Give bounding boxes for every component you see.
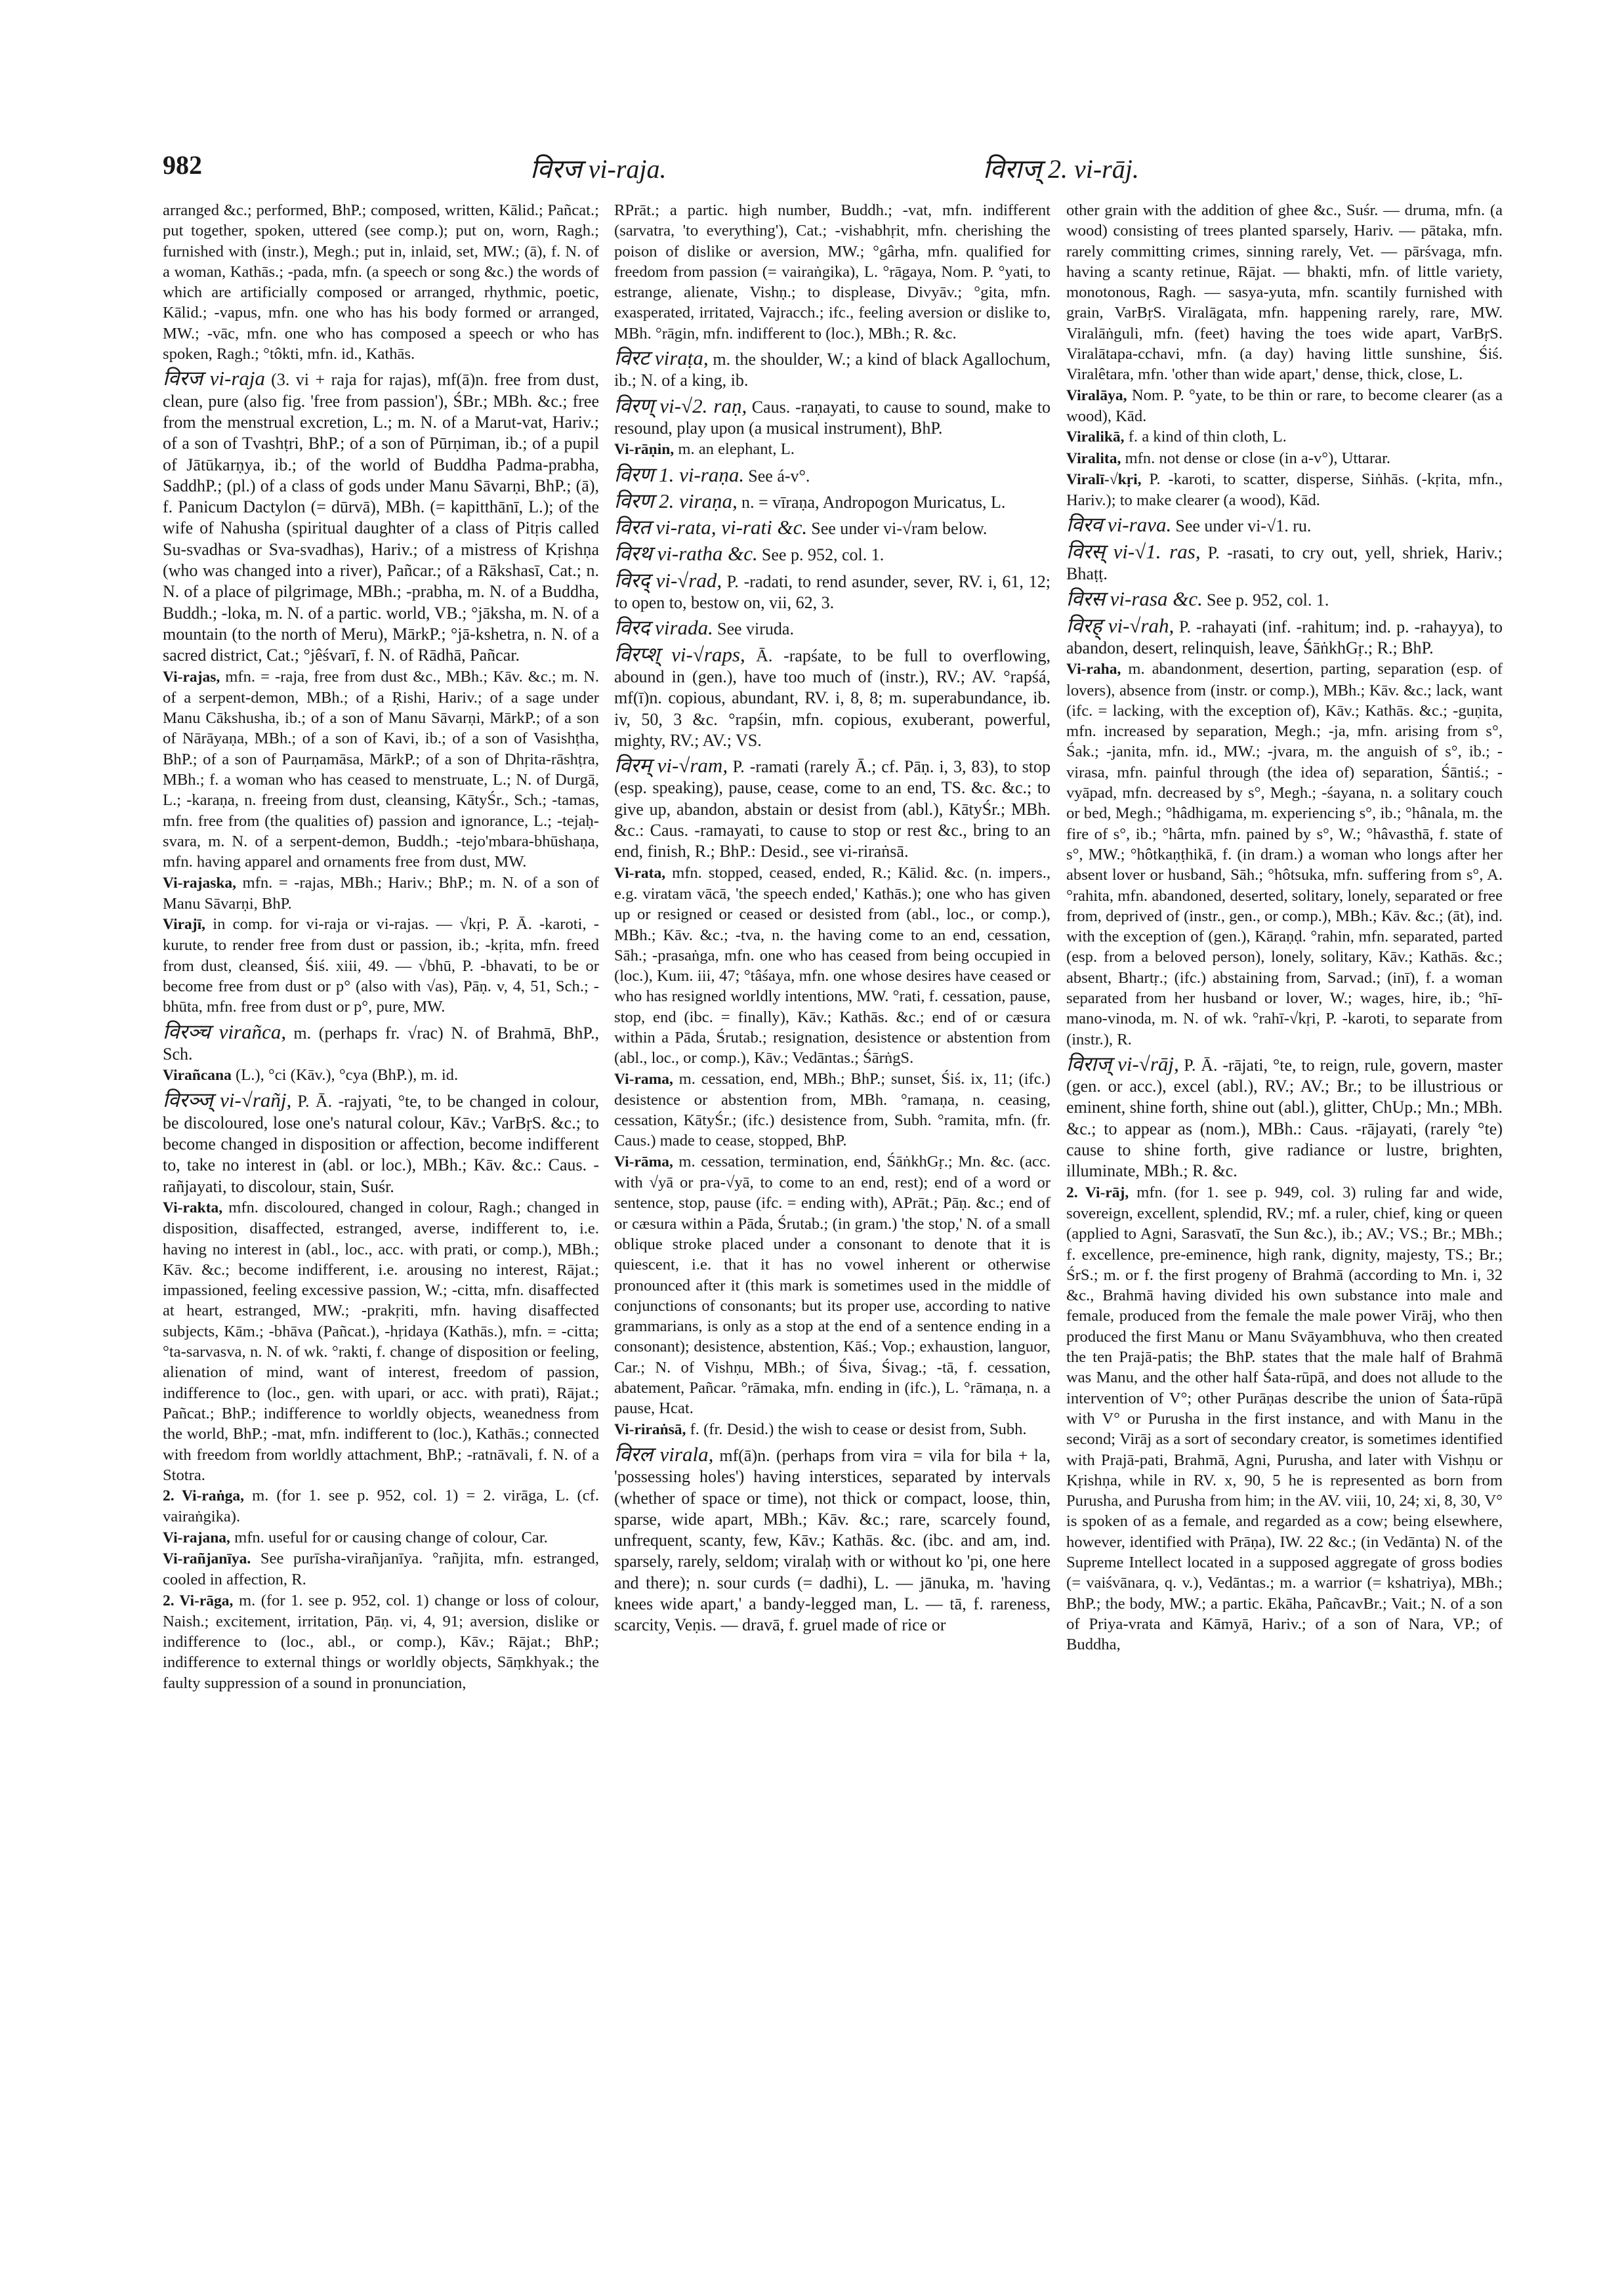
entry-definition: mfn. discoloured, changed in colour, Ragh.; changed in disposition, disaffected, estranged, averse, indifferent to, i.e. having no interest in (abl., loc., acc. with prati, or comp.), MBh.; Kāv. &c.; become indifferent, i.e. arousing no interest, Rājat.; impassioned, feeling excessive passion, W.; -citta, mfn. disaffected at heart, estranged, MW.; -prakṛiti, mfn. having disaffected subjects, Kām.; -bhāva (Pañcat.), -hṛidaya (Kathās.), mfn. = -citta; °ta-sarvasva, n. N. of wk. °rakti, f. change of disposition or feeling, alienation of mind, want of interest, freedom of passion, indifference to (loc., gen. with upari, or acc. with prati), Rājat.; Pañcat.; BhP.; indifference to worldly objects, weanedness from the world, BhP.; -mat, mfn. indifferent to (loc.), Kathās.; connected with freedom from worldly attachment, BhP.; -ratnāvali, f. N. of a Stotra.	[163, 1198, 599, 1484]
entry-headword: विरञ्च virañca,	[163, 1020, 287, 1043]
entry-headword: विरह् vi-√rah,	[1066, 613, 1175, 637]
dictionary-entry	[614, 570, 1051, 614]
entry-headword: विरद virada.	[614, 616, 713, 640]
entry-definition: mfn. (for 1. see p. 949, col. 3) ruling far and wide, sovereign, excellent, splendid, RV.; mf. a ruler, chief, king or queen (applied to Agni, Sarasvatī, the Sun &c.), ib.; AV.; VS.; Br.; MBh.; f. excellence, pre-eminence, high rank, dignity, majesty, TS.; Br.; ŚrS.; m. or f. the first progeny of Brahmā (according to Mn. i, 32 &c., Brahmā having divided his own substance into male and female, produced from the female the male power Virāj, who then produced the first Manu or Manu Svāyambhuva, who then created the ten Prajā-patis; the BhP. states that the male half of Brahmā was Manu, and the other half Śata-rūpā, and does not allude to the intervention of V°; other Purāṇas describe the union of Śata-rūpā with V° or Purusha in the first instance, and with Manu in the second; Virāj as a sort of secondary creator, is sometimes identified with Prajā-pati, Brahmā, Agni, Purusha, and later with Vishṇu or Kṛishṇa, while in RV. x, 90, 5 he is represented as born from Purusha, and Purusha from him; in the AV. viii, 10, 24; xi, 8, 30, V° is spoken of as a female, and regarded as a cow; being elsewhere, however, identified with Prāṇa), IW. 22 &c.; (in Vedānta) N. of the Supreme Intellect located in a supposed aggregate of gross bodies (= vaiśvānara, q. v.), Vedāntas.; m. a warrior (= kshatriya), MBh.; BhP.; the body, MW.; a partic. Ekāha, PañcavBr.; Vait.; N. of a son of Priya-vrata and Kāmyā, Hariv.; of a son of Nara, VP.; of Buddha,	[1066, 1183, 1503, 1654]
entry-headword: विरप्श् vi-√raps,	[614, 642, 745, 666]
entry-definition: in comp. for vi-raja or vi-rajas. — √kṛi, P. Ā. -karoti, -kurute, to render free from dust or passion, ib.; -kṛita, mfn. freed from dust, cleansed, Śiś. xiii, 49. — √bhū, P. -bhavati, to be or become free from dust or p° (also with √as), Pāṇ. v, 4, 51, Sch.; -bhūta, mfn. free from dust or p°, pure, MW.	[163, 915, 599, 1016]
dictionary-entry	[1066, 469, 1503, 511]
dictionary-entry	[163, 368, 599, 666]
entry-headword: 2. Vi-raṅga,	[163, 1487, 245, 1505]
entry-definition: m. cessation, termination, end, ŚāṅkhGṛ.; Mn. &c. (acc. with √yā or pra-√yā, to come to an end, rest); end of a word or sentence, stop, pause (ifc. = ending with), APrāt.; Pāṇ. &c.; end of or cæsura within a Pāda, Śrutab.; (in gram.) 'the stop,' N. of a small oblique stroke placed under a consonant to denote that it is quiescent, i.e. that it has no vowel inherent or otherwise pronounced after it (this mark is sometimes used in the middle of conjunctions of consonants; but its proper use, according to native grammarians, is only as a stop at the end of a sentence ending in a consonant); desistence, abstention, Kāś.; Vop.; exhaustion, languor, Car.; N. of Vishṇu, MBh.; of Śiva, Śivag.; -tā, f. cessation, abatement, Pañcar. °rāmaka, mfn. ending in (ifc.), L. °rāmaṇa, n. a pause, Hcat.	[614, 1152, 1051, 1418]
dictionary-entry	[1066, 426, 1503, 447]
dictionary-entry	[163, 914, 599, 1017]
dictionary-entry	[163, 200, 599, 364]
entry-headword: Vi-rata,	[614, 864, 666, 882]
entry-headword: विरस् vi-√1. ras,	[1066, 539, 1201, 563]
entry-headword: 2. Vi-rāj,	[1066, 1184, 1129, 1201]
entry-headword: Vi-rajas,	[163, 668, 220, 686]
dictionary-entry	[614, 1419, 1051, 1440]
dictionary-entry	[163, 1065, 599, 1086]
dictionary-entry	[614, 755, 1051, 862]
entry-definition: f. (fr. Desid.) the wish to cease or desist from, Subh.	[690, 1420, 1027, 1438]
dictionary-entry	[614, 863, 1051, 1069]
entry-headword: विरल virala,	[614, 1442, 714, 1466]
entry-headword: विरव vi-rava.	[1066, 513, 1172, 537]
dictionary-entry	[614, 465, 1051, 487]
entry-headword: विरथ vi-ratha &c.	[614, 542, 758, 566]
entry-definition: P. Ā. -rajyati, °te, to be changed in colour, be discoloured, lose one's natural colour, Kāv.; VarBṛS. &c.; to become changed in disposition or affection, become indifferent to, take no interest in (abl. or loc.), MBh.; Kāv. &c.: Caus. -rañjayati, to discolour, stain, Suśr.	[163, 1092, 599, 1196]
entry-headword: Vi-rañjanīya.	[163, 1550, 251, 1567]
entry-headword: Vi-raha,	[1066, 661, 1121, 678]
entry-definition: Nom. P. °yate, to be thin or rare, to become clearer (as a wood), Kād.	[1066, 386, 1503, 425]
dictionary-entry	[163, 1022, 599, 1065]
dictionary-entry	[163, 667, 599, 873]
entry-definition: mf(ā)n. (perhaps from vira = vila for bila + la, 'possessing holes') having interstices, separated by intervals (whether of space or time), not thick or compact, loose, thin, sparse, wide apart, MBh.; Kāv. &c.; rare, scarcely found, unfrequent, scanty, few, Kāv.; Kathās. &c. (ibc. and am, ind. sparsely, rarely, seldom; viralaḥ with or without ko 'pi, one here and there); n. sour curds (= dadhi), L. — jānuka, m. 'having knees wide apart,' a bandy-legged man, L. — tā, f. rareness, scarcity, Veṇis. — dravā, f. gruel made of rice or	[614, 1445, 1051, 1635]
entry-definition: mfn. = -raja, free from dust &c., MBh.; Kāv. &c.; m. N. of a serpent-demon, MBh.; of a Ṛishi, Hariv.; of a sage under Manu Cākshusha, ib.; of a son of Manu Sāvarṇi, MārkP.; of a son of Nārāyaṇa, MBh.; of a son of Kavi, ib.; of a son of Vasishṭha, BhP.; of a son of Paurṇamāsa, MārkP.; of a son of Dhṛita-rāshṭra, MBh.; f. a woman who has ceased to menstruate, L.; N. of Durgā, L.; -karaṇa, n. freeing from dust, cleansing, KātyŚr., Sch.; -tamas, mfn. free from (the qualities of) passion and ignorance, L.; -tejaḥ-svara, m. N. of a serpent-demon, Buddh.; -tejo'mbara-bhūshaṇa, mfn. having apparel and ornaments free from dust, MW.	[163, 667, 599, 871]
entry-definition: m. (perhaps fr. √rac) N. of Brahmā, BhP., Sch.	[163, 1023, 599, 1064]
dictionary-entry	[614, 644, 1051, 751]
dictionary-entry	[163, 1590, 599, 1693]
entry-definition: See under vi-√ram below.	[811, 519, 988, 539]
entry-definition: n. = vīraṇa, Andropogon Muricatus, L.	[741, 492, 1006, 512]
entry-definition: P. -rasati, to cry out, yell, shriek, Hariv.; Bhaṭṭ.	[1066, 543, 1503, 584]
dictionary-entry	[1066, 615, 1503, 659]
entry-definition: Caus. -raṇayati, to cause to sound, make to resound, play upon (a musical instrument), BhP.	[614, 397, 1051, 438]
entry-headword: विराज् vi-√rāj,	[1066, 1052, 1179, 1075]
column-3	[1066, 200, 1503, 1655]
entry-definition: m. an elephant, L.	[678, 440, 795, 459]
entry-headword: विरण् vi-√2. raṇ,	[614, 394, 747, 417]
dictionary-entry	[1066, 448, 1503, 469]
dictionary-entry	[614, 348, 1051, 392]
entry-definition: P. -radati, to rend asunder, sever, RV. i, 61, 12; to open to, bestow on, vii, 62, 3.	[614, 571, 1051, 613]
entry-definition: mfn. not dense or close (in a-v°), Uttarar.	[1125, 449, 1391, 467]
entry-headword: Virajī,	[163, 916, 206, 934]
entry-headword: Vi-rāma,	[614, 1153, 673, 1170]
entry-headword: विरट viraṭa,	[614, 346, 709, 370]
page-header	[163, 150, 1455, 186]
entry-definition: m. abandonment, desertion, parting, separation (esp. of lovers), absence from (instr. or comp.), MBh.; Kāv. &c.; lack, want (ifc. = lacking, with the exception of), Kāv.; Kathās. &c.; -guṇita, mfn. increased by separation, Megh.; -ja, mfn. arising from s°, Śak.; -janita, mfn. id., MW.; -jvara, m. the anguish of s°, ib.; -virasa, mfn. painful through (the idea of) separation, Śāntiś.; -vyāpad, mfn. decreased by s°, Megh.; -śayana, n. a solitary couch or bed, Megh.; °hâdhigama, m. experiencing s°, ib.; °hânala, m. the fire of s°, ib.; °hârta, mfn. pained by s°, W.; °hâvasthā, f. state of s°, MW.; °hôtkaṇṭhikā, f. (in dram.) a woman who longs after her absent lover or husband, Sāh.; °hôtsuka, mfn. suffering from s°, A. °rahita, mfn. abandoned, deserted, solitary, lonely, separated or free from, deprived of (instr., gen., or comp.), MBh.; Kāv. &c.; (āt), ind. with the exception of (gen.), Kāraṇḍ. °rahin, mfn. separated, parted (esp. from a beloved person), lonely, solitary, Kāv.; Kathās. &c.; absent, Bhartṛ.; (ifc.) abstaining from, Sarvad.; (inī), f. a woman separated from her husband or lover, W.; wages, hire, ib.; °hī-mano-vinoda, m. N. of wk. °rahī-√kṛi, P. -karoti, to separate from (instr.), R.	[1066, 660, 1503, 1048]
dictionary-entry	[1066, 200, 1503, 385]
dictionary-entry	[163, 1527, 599, 1548]
entry-definition: See purīsha-virañjanīya. °rañjita, mfn. estranged, cooled in affection, R.	[163, 1550, 599, 1589]
dictionary-entry	[163, 1548, 599, 1590]
entry-headword: विरद् vi-√rad,	[614, 568, 722, 592]
dictionary-entry	[1066, 659, 1503, 1050]
dictionary-entry	[614, 517, 1051, 539]
dictionary-entry	[1066, 589, 1503, 611]
dictionary-entry	[614, 1069, 1051, 1151]
entry-definition: (3. vi + raja for rajas), mf(ā)n. free from dust, clean, pure (also fig. 'free from passion'), ŚBr.; MBh. &c.; free from the menstrual excretion, L.; m. N. of a Marut-vat, Hariv.; of a son of Tvashṭri, BhP.; of a son of Pūrṇiman, ib.; of a pupil of Jātūkarṇya, ib.; of the world of Buddha Padma-prabha, SaddhP.; (pl.) of a class of gods under Manu Sāvarṇi, BhP.; (ā), f. Panicum Dactylon (= dūrvā), MBh. (= kapitthānī, L.); of the wife of Nahusha (spiritual daughter of a class of Pitṛis called Su-svadhas or Sva-svadhas), Hariv.; of a mistress of Kṛishṇa (who was changed into a river), Pañcar.; of a Rākshasī, Cat.; n. N. of a place of pilgrimage, MBh.; -prabha, m. N. of a Buddha, Buddh.; -loka, m. N. of a partic. world, VB.; °jāksha, m. N. of a mountain (to the north of Meru), MārkP.; °jā-kshetra, n. N. of a sacred district, Cat.; °jêśvarī, f. N. of Rādhā, Pañcar.	[163, 370, 599, 665]
entry-definition: m. (for 1. see p. 952, col. 1) = 2. virāga, L. (cf. vairaṅgika).	[163, 1487, 600, 1526]
dictionary-entry	[614, 1151, 1051, 1419]
entry-definition: See under vi-√1. ru.	[1175, 516, 1312, 536]
dictionary-entry	[1066, 1182, 1503, 1655]
entry-definition: m. cessation, end, MBh.; BhP.; sunset, Śiś. ix, 11; (ifc.) desistence or abstention from, MBh. °ramaṇa, n. ceasing, cessation, KātyŚr.; (ifc.) desistence from, Subh. °ramita, mfn. (fr. Caus.) made to cease, stopped, BhP.	[614, 1069, 1051, 1150]
dictionary-entry	[163, 873, 599, 915]
entry-definition: P. -rahayati (inf. -rahitum; ind. p. -rahayya), to abandon, desert, relinquish, leave, ŚāṅkhGṛ.; R.; BhP.	[1066, 617, 1503, 657]
entry-headword: विरत vi-rata, vi-rati &c.	[614, 516, 808, 539]
dictionary-entry	[614, 543, 1051, 566]
column-2	[614, 200, 1051, 1636]
dictionary-entry	[614, 439, 1051, 460]
entry-definition: See p. 952, col. 1.	[1207, 590, 1329, 610]
entry-definition: P. -karoti, to scatter, disperse, Siṅhās. (-kṛita, mfn., Hariv.); to make clearer (a wood), Kād.	[1066, 470, 1503, 510]
entry-headword: Vi-rajana,	[163, 1529, 230, 1546]
page-number: 982	[163, 150, 202, 180]
entry-headword: Viralī-√kṛi,	[1066, 470, 1142, 488]
entry-headword: Vi-riraṅsā,	[614, 1420, 686, 1438]
entry-definition: See viruda.	[717, 619, 794, 639]
entry-headword: विरम् vi-√ram,	[614, 754, 728, 777]
entry-headword: Virañcana	[163, 1067, 232, 1085]
entry-headword: Vi-rajaska,	[163, 874, 237, 892]
entry-headword: Vi-rakta,	[163, 1199, 223, 1216]
entry-definition: other grain with the addition of ghee &c., Suśr. — druma, mfn. (a wood) consisting of trees planted sparsely, Hariv. — pātaka, mfn. rarely committing crimes, sinning rarely, Vet. — pārśvaga, mfn. having a scanty retinue, Rājat. — bhakti, mfn. of little variety, monotonous, Ragh. — sasya-yuta, mfn. scantily furnished with grain, VarBṛS. Viralāgata, mfn. happening rarely, rare, MW. Viralāṅguli, mfn. (feet) having the toes wide apart, VarBṛS. Viralātapa-cchavi, mfn. (a day) having little sunshine, Śiś. Viralêtara, mfn. 'other than wide apart,' dense, thick, close, L.	[1066, 201, 1503, 384]
entry-definition: P. -ramati (rarely Ā.; cf. Pāṇ. i, 3, 83), to stop (esp. speaking), pause, cease, come to an end, TS. &c. &c.; to give up, abandon, abstain or desist from (abl.), KātyŚr.; MBh. &c.: Caus. -ramayati, to cause to stop or rest &c., bring to an end, finish, R.; BhP.: Desid., see vi-riraṅsā.	[614, 757, 1051, 861]
entry-definition: See á-v°.	[748, 466, 810, 486]
entry-definition: See p. 952, col. 1.	[761, 545, 885, 565]
dictionary-entry	[614, 396, 1051, 440]
entry-definition: m. the shoulder, W.; a kind of black Agallochum, ib.; N. of a king, ib.	[614, 350, 1051, 390]
dictionary-entry	[1066, 541, 1503, 585]
entry-headword: Vi-rama,	[614, 1070, 673, 1088]
entry-definition: RPrāt.; a partic. high number, Buddh.; -vat, mfn. indifferent (sarvatra, 'to everything'), Cat.; -vishabhṛit, mfn. cherishing the poison of dislike or aversion, MW.; °gârha, mfn. qualified for freedom from passion (= vairaṅgika), L. °rāgaya, Nom. P. °yati, to estrange, alienate, Vishṇ.; to displease, Divyāv.; °gita, mfn. exasperated, irritated, Vajracch.; ifc., feeling aversion or dislike to, MBh. °rāgin, mfn. indifferent to (loc.), MBh.; R. &c.	[614, 201, 1051, 342]
entry-headword: 2. Vi-rāga,	[163, 1592, 234, 1609]
entry-headword: Viralita,	[1066, 449, 1121, 467]
entry-headword: विरस vi-rasa &c.	[1066, 587, 1203, 611]
left-running-headword: विरज vi-raja.	[530, 154, 667, 184]
dictionary-entry	[1066, 514, 1503, 537]
dictionary-entry	[614, 1444, 1051, 1636]
dictionary-entry	[614, 491, 1051, 513]
dictionary-entry	[163, 1090, 599, 1197]
entry-definition: mfn. useful for or causing change of colour, Car.	[234, 1528, 548, 1546]
entry-definition: mfn. = -rajas, MBh.; Hariv.; BhP.; m. N. of a son of Manu Sāvarṇi, BhP.	[163, 873, 599, 913]
dictionary-entry	[1066, 385, 1503, 427]
dictionary-entry	[1066, 1054, 1503, 1182]
right-running-headword: विराज् 2. vi-rāj.	[983, 154, 1139, 184]
dictionary-entry	[614, 200, 1051, 344]
entry-definition: f. a kind of thin cloth, L.	[1128, 428, 1287, 446]
entry-headword: विरण 2. viraṇa,	[614, 489, 738, 512]
entry-headword: विरण 1. vi-raṇa.	[614, 463, 745, 486]
column-1	[163, 200, 599, 1693]
dictionary-entry	[614, 617, 1051, 640]
entry-definition: mfn. stopped, ceased, ended, R.; Kālid. &c. (n. impers., e.g. viratam vācā, 'the speech ended,' Kathās.); one who has given up or resigned or ceased or desisted from (abl., loc., or comp.), MBh.; Kāv. &c.; -tva, n. the having come to an end, cessation, Sāh.; -prasaṅga, mfn. one who has ceased from being occupied in (loc.), Kum. iii, 47; °tâśaya, mfn. one whose desires have ceased or who has resigned worldly intentions, MW. °rati, f. cessation, pause, stop, end (ibc. = finally), Kāv.; Kathās. &c.; end of or cæsura within a Pāda, Śrutab.; resignation, desistence or abstention from (abl., loc., or comp.), Kāv.; Vedāntas.; ŚārṅgS.	[614, 863, 1051, 1067]
entry-definition: P. Ā. -rājati, °te, to reign, rule, govern, master (gen. or acc.), excel (abl.), RV.; AV.; Br.; to be illustrious or eminent, shine forth, shine out (abl.), glitter, ChUp.; Mn.; MBh. &c.; to appear as (nom.), MBh.: Caus. -rājayati, (rarely °te) cause to shine forth, give radiance or lustre, brighten, illuminate, MBh.; R. &c.	[1066, 1055, 1503, 1181]
dictionary-entry	[163, 1197, 599, 1485]
entry-headword: Viralāya,	[1066, 386, 1127, 404]
dictionary-entry	[163, 1485, 599, 1527]
entry-headword: विरज vi-raja	[163, 367, 266, 390]
entry-headword: विरञ्ज् vi-√rañj,	[163, 1088, 292, 1112]
entry-definition: (L.), °ci (Kāv.), °cya (BhP.), m. id.	[236, 1066, 459, 1085]
entry-definition: m. (for 1. see p. 952, col. 1) change or loss of colour, Naish.; excitement, irritation, Pāṇ. vi, 4, 91; aversion, dislike or indifference to (loc., abl., or comp.), Kāv.; Rājat.; BhP.; indifference to external things or worldly objects, Sāṃkhyak.; the faulty suppression of a sound in pronunciation,	[163, 1591, 599, 1692]
entry-definition: arranged &c.; performed, BhP.; composed, written, Kālid.; Pañcat.; put together, spoken, uttered (see comp.); put on, worn, Ragh.; furnished with (instr.), Megh.; put in, inlaid, set, MW.; (ā), f. N. of a woman, Kathās.; -pada, mfn. (a speech or song &c.) the words of which are artificially composed or arranged, rhythmic, poetic, Kālid.; -vapus, mfn. one who has his body formed or arranged, MW.; -vāc, mfn. one who has composed a speech or who has spoken, Ragh.; °tôkti, mfn. id., Kathās.	[163, 201, 599, 363]
entry-headword: Vi-rāṇin,	[614, 441, 675, 459]
entry-definition: Ā. -rapśate, to be full to overflowing, abound in (gen.), have too much of (instr.), RV.; AV. °rapśá, mf(ī)n. copious, abundant, RV. i, 8, 8; m. superabundance, ib. iv, 50, 3 &c. °rapśin, mfn. copious, exuberant, powerful, mighty, RV.; AV.; VS.	[614, 646, 1051, 750]
entry-headword: Viralikā,	[1066, 428, 1125, 446]
